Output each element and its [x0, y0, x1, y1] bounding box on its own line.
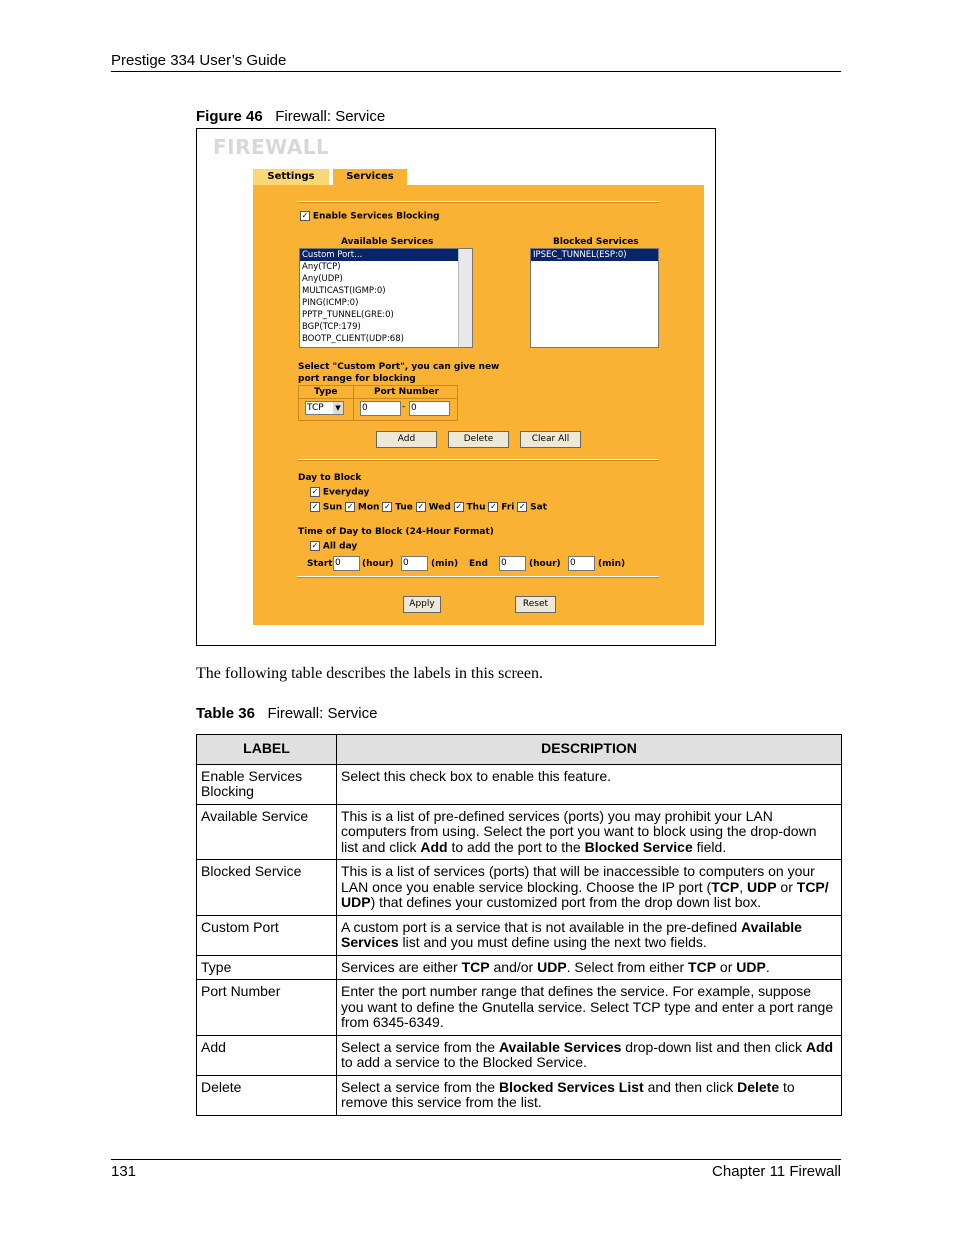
- day-checkbox[interactable]: ✓: [311, 502, 319, 511]
- day-label: Sat: [530, 502, 547, 513]
- row-label: Port Number: [197, 980, 337, 1036]
- row-label: Enable Services Blocking: [197, 764, 337, 804]
- day-checkbox[interactable]: ✓: [518, 502, 526, 511]
- type-select[interactable]: [305, 401, 344, 415]
- page-header: Prestige 334 User’s Guide: [111, 52, 287, 69]
- all-day-checkbox[interactable]: ✓: [311, 541, 319, 550]
- port-number-header: Port Number: [374, 387, 439, 397]
- custom-note-line1: Select "Custom Port", you can give new: [298, 362, 500, 372]
- row-label: Custom Port: [197, 915, 337, 955]
- table-caption: [196, 705, 377, 722]
- row-label: Blocked Service: [197, 860, 337, 916]
- row-label: Delete: [197, 1075, 337, 1115]
- table-title: Firewall: Service: [267, 705, 378, 722]
- firewall-service-table: [196, 734, 842, 1116]
- figure-caption: [196, 108, 385, 125]
- end-hour-input[interactable]: 0: [499, 556, 526, 571]
- list-item[interactable]: Any(UDP): [302, 274, 343, 284]
- list-item[interactable]: IPSEC_TUNNEL(ESP:0): [531, 249, 658, 261]
- end-min-input[interactable]: 0: [568, 556, 595, 571]
- custom-note-line2: port range for blocking: [298, 374, 416, 384]
- table-row: [197, 955, 842, 980]
- hour-label: (hour): [529, 559, 561, 569]
- end-label: End: [469, 559, 488, 569]
- divider: [353, 386, 354, 420]
- min-label: (min): [598, 559, 626, 569]
- min-label: (min): [431, 559, 459, 569]
- table-row: [197, 764, 842, 804]
- chevron-down-icon[interactable]: ▼: [333, 402, 343, 414]
- enable-services-row: [300, 211, 440, 222]
- row-label: Add: [197, 1035, 337, 1075]
- port-range-separator: -: [402, 402, 406, 412]
- row-description: Select a service from the Available Services drop-down list and then click Add to add a service to the Blocked Service.: [337, 1035, 842, 1075]
- apply-button[interactable]: Apply: [403, 596, 441, 613]
- start-label: Start: [307, 559, 333, 569]
- available-services-header: Available Services: [341, 237, 434, 247]
- divider: [299, 398, 457, 399]
- row-description: This is a list of pre-defined services (ports) you may prohibit your LAN computers from using. Select the port you want to block using the drop-down list and click Add to add the port to the Blocked Service field.: [337, 804, 842, 860]
- table-header-row: [197, 735, 842, 765]
- list-item[interactable]: PING(ICMP:0): [302, 298, 359, 308]
- reset-button[interactable]: Reset: [515, 596, 556, 613]
- table-label: Table 36: [196, 705, 255, 722]
- body-paragraph: The following table describes the labels in this screen.: [196, 665, 544, 682]
- blocked-services-header: Blocked Services: [553, 237, 639, 247]
- day-label: Wed: [428, 502, 451, 513]
- day-checkbox[interactable]: ✓: [383, 502, 391, 511]
- page-number: 131: [111, 1163, 137, 1180]
- day-label: Tue: [395, 502, 413, 513]
- row-description: Enter the port number range that defines the service. For example, suppose you want to define the Gnutella service. Select TCP type and enter a port range from 6345-6349.: [337, 980, 842, 1036]
- footer-rule: [111, 1159, 841, 1160]
- days-row: [310, 502, 547, 513]
- figure-title: Firewall: Service: [275, 108, 386, 125]
- day-label: Thu: [466, 502, 486, 513]
- port-to-input[interactable]: 0: [409, 401, 450, 416]
- custom-port-table: [298, 385, 458, 421]
- all-day-row: [310, 541, 357, 552]
- day-checkbox[interactable]: ✓: [455, 502, 463, 511]
- table-row: [197, 980, 842, 1036]
- table-row: [197, 860, 842, 916]
- table-row: [197, 915, 842, 955]
- row-description: Services are either TCP and/or UDP. Select from either TCP or UDP.: [337, 955, 842, 980]
- everyday-row: [310, 487, 369, 498]
- tab-settings[interactable]: Settings: [253, 169, 329, 185]
- firewall-screenshot: [196, 128, 716, 646]
- figure-label: Figure 46: [196, 108, 263, 125]
- port-from-input[interactable]: 0: [360, 401, 401, 416]
- clear-all-button[interactable]: Clear All: [520, 431, 581, 448]
- all-day-label: All day: [322, 541, 358, 552]
- row-description: Select this check box to enable this feature.: [337, 764, 842, 804]
- list-item[interactable]: BGP(TCP:179): [302, 322, 361, 332]
- day-to-block-header: Day to Block: [298, 473, 362, 483]
- list-item[interactable]: MULTICAST(IGMP:0): [302, 286, 386, 296]
- enable-services-label: Enable Services Blocking: [312, 211, 440, 222]
- list-item[interactable]: Any(TCP): [302, 262, 341, 272]
- enable-services-checkbox[interactable]: ✓: [301, 211, 309, 220]
- table-row: [197, 804, 842, 860]
- available-services-list[interactable]: [299, 248, 473, 348]
- list-item[interactable]: BOOTP_CLIENT(UDP:68): [302, 334, 404, 344]
- everyday-checkbox[interactable]: ✓: [311, 487, 319, 496]
- type-value: TCP: [307, 403, 324, 413]
- time-to-block-header: Time of Day to Block (24-Hour Format): [298, 527, 494, 537]
- list-item[interactable]: Custom Port...: [300, 249, 472, 261]
- list-scrollbar[interactable]: [458, 249, 472, 347]
- chapter-label: Chapter 11 Firewall: [712, 1163, 841, 1180]
- header-rule: [111, 71, 841, 72]
- divider: [297, 459, 659, 461]
- description-column-header: DESCRIPTION: [337, 735, 842, 765]
- row-label: Type: [197, 955, 337, 980]
- services-panel: [253, 185, 704, 625]
- tab-services[interactable]: Services: [333, 169, 407, 185]
- divider: [297, 201, 659, 203]
- delete-button[interactable]: Delete: [448, 431, 509, 448]
- row-description: A custom port is a service that is not available in the pre-defined Available Services list and you must define using the next two fields.: [337, 915, 842, 955]
- divider: [297, 576, 659, 578]
- blocked-services-list[interactable]: [530, 248, 659, 348]
- label-column-header: LABEL: [197, 735, 337, 765]
- day-label: Sun: [322, 502, 343, 513]
- list-item[interactable]: PPTP_TUNNEL(GRE:0): [302, 310, 394, 320]
- start-min-input[interactable]: 0: [401, 556, 428, 571]
- firewall-title: FIREWALL: [213, 135, 330, 159]
- day-checkbox[interactable]: ✓: [346, 502, 354, 511]
- start-hour-input[interactable]: 0: [333, 556, 360, 571]
- everyday-label: Everyday: [322, 487, 370, 498]
- hour-label: (hour): [362, 559, 394, 569]
- day-checkbox[interactable]: ✓: [417, 502, 425, 511]
- custom-port-note: [298, 361, 499, 385]
- row-description: Select a service from the Blocked Services List and then click Delete to remove this service from the list.: [337, 1075, 842, 1115]
- day-label: Fri: [501, 502, 515, 513]
- row-description: This is a list of services (ports) that will be inaccessible to computers on your LAN once you enable service blocking. Choose the IP port (TCP, UDP or TCP/ UDP) that defines your customized port from the drop down list box.: [337, 860, 842, 916]
- day-label: Mon: [357, 502, 380, 513]
- day-checkbox[interactable]: ✓: [490, 502, 497, 511]
- add-button[interactable]: Add: [376, 431, 437, 448]
- type-header: Type: [314, 387, 338, 397]
- table-row: [197, 1075, 842, 1115]
- table-row: [197, 1035, 842, 1075]
- row-label: Available Service: [197, 804, 337, 860]
